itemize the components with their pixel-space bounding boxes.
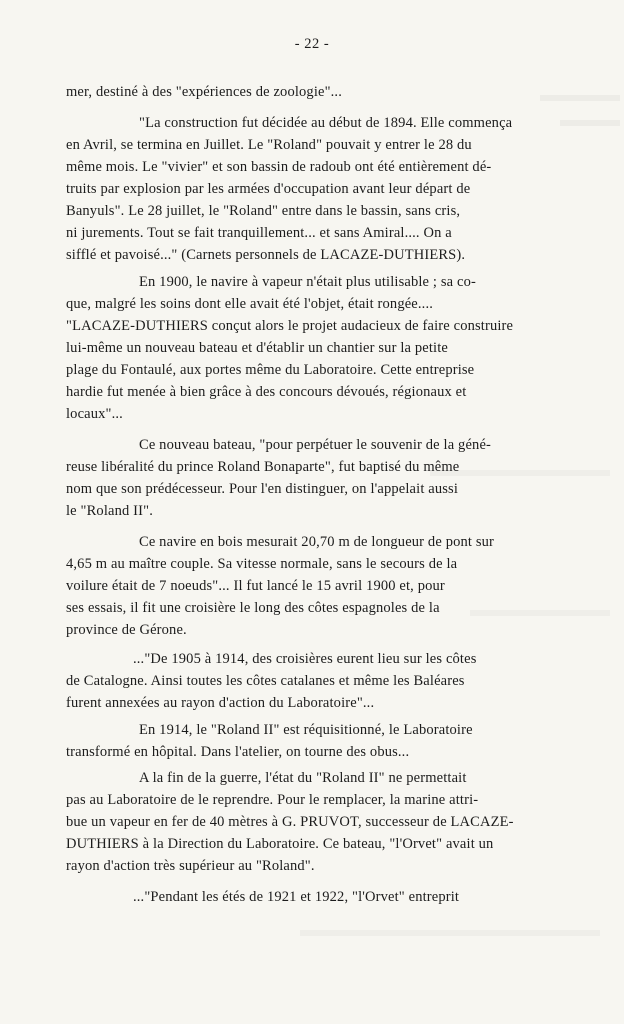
- text-line: que, malgré les soins dont elle avait été l'objet, était rongée....: [66, 296, 433, 312]
- text-line: nom que son prédécesseur. Pour l'en distinguer, on l'appelait aussi: [66, 481, 459, 497]
- text-line: ses essais, il fit une croisière le long des côtes espagnoles de la: [66, 600, 440, 616]
- text-line: Ce navire en bois mesurait 20,70 m de longueur de pont sur: [139, 534, 495, 550]
- text-line: ..."Pendant les étés de 1921 et 1922, "l'Orvet" entreprit: [133, 889, 460, 905]
- text-line: 4,65 m au maître couple. Sa vitesse normale, sans le secours de la: [66, 556, 458, 572]
- text-line: furent annexées au rayon d'action du Laboratoire"...: [66, 695, 375, 711]
- text-line: truits par explosion par les armées d'occupation avant leur départ de: [66, 181, 471, 197]
- text-line: même mois. Le "vivier" et son bassin de radoub ont été entièrement dé-: [66, 159, 492, 175]
- text-line: En 1900, le navire à vapeur n'était plus utilisable ; sa co-: [139, 274, 476, 290]
- text-line: mer, destiné à des "expériences de zoologie"...: [66, 84, 342, 100]
- text-line: "La construction fut décidée au début de 1894. Elle commença: [139, 115, 513, 131]
- text-line: province de Gérone.: [66, 622, 187, 638]
- text-line: lui-même un nouveau bateau et d'établir un chantier sur la petite: [66, 340, 448, 356]
- page-number: - 22 -: [294, 36, 330, 52]
- text-line: en Avril, se termina en Juillet. Le "Roland" pouvait y entrer le 28 du: [66, 137, 472, 153]
- text-line: A la fin de la guerre, l'état du "Roland II" ne permettait: [139, 770, 467, 786]
- text-line: ..."De 1905 à 1914, des croisières eurent lieu sur les côtes: [133, 651, 477, 667]
- text-line: sifflé et pavoisé..." (Carnets personnels de LACAZE-DUTHIERS).: [66, 247, 466, 263]
- text-line: transformé en hôpital. Dans l'atelier, on tourne des obus...: [66, 744, 410, 760]
- text-line: hardie fut menée à bien grâce à des concours dévoués, régionaux et: [66, 384, 467, 400]
- text-line: de Catalogne. Ainsi toutes les côtes catalanes et même les Baléares: [66, 673, 465, 689]
- text-line: le "Roland II".: [66, 503, 153, 519]
- text-line: En 1914, le "Roland II" est réquisitionné, le Laboratoire: [139, 722, 473, 738]
- text-line: locaux"...: [66, 406, 123, 422]
- text-line: voilure était de 7 noeuds"... Il fut lancé le 15 avril 1900 et, pour: [66, 578, 445, 594]
- text-line: DUTHIERS à la Direction du Laboratoire. Ce bateau, "l'Orvet" avait un: [66, 836, 494, 852]
- text-line: reuse libéralité du prince Roland Bonaparte", fut baptisé du même: [66, 459, 460, 475]
- text-line: "LACAZE-DUTHIERS conçut alors le projet audacieux de faire construire: [66, 318, 514, 334]
- text-line: ni jurements. Tout se fait tranquillement... et sans Amiral.... On a: [66, 225, 452, 241]
- text-line: plage du Fontaulé, aux portes même du Laboratoire. Cette entreprise: [66, 362, 475, 378]
- text-line: Banyuls". Le 28 juillet, le "Roland" entre dans le bassin, sans cris,: [66, 203, 461, 219]
- text-line: pas au Laboratoire de le reprendre. Pour le remplacer, la marine attri-: [66, 792, 479, 808]
- text-line: Ce nouveau bateau, "pour perpétuer le souvenir de la géné-: [139, 437, 492, 453]
- text-line: bue un vapeur en fer de 40 mètres à G. PRUVOT, successeur de LACAZE-: [66, 814, 514, 830]
- text-line: rayon d'action très supérieur au "Roland".: [66, 858, 315, 874]
